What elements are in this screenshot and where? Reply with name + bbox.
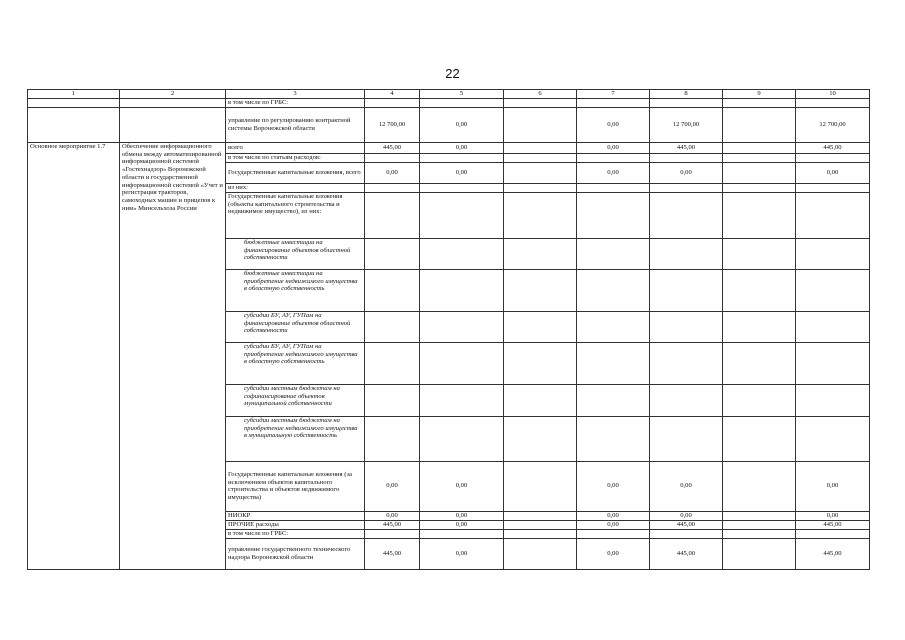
empty-cell [796, 416, 870, 461]
header-cell: 10 [796, 90, 870, 99]
value-cell: 445,00 [365, 520, 420, 529]
empty-cell [796, 342, 870, 384]
empty-cell [504, 461, 577, 511]
value-cell: 0,00 [420, 107, 504, 142]
empty-cell [723, 192, 796, 238]
value-cell: 0,00 [577, 538, 650, 569]
row-label: Государственные капитальные вложения, всего [226, 162, 365, 183]
empty-cell [577, 529, 650, 538]
empty-cell [577, 311, 650, 342]
empty-cell [723, 520, 796, 529]
empty-cell [650, 311, 723, 342]
value-cell: 0,00 [420, 461, 504, 511]
value-cell: 0,00 [796, 461, 870, 511]
empty-cell [796, 98, 870, 107]
header-cell: 3 [226, 90, 365, 99]
empty-cell [365, 529, 420, 538]
value-cell: 0,00 [420, 520, 504, 529]
empty-cell [723, 142, 796, 153]
empty-cell [577, 384, 650, 416]
header-cell: 4 [365, 90, 420, 99]
empty-cell [577, 269, 650, 311]
page-number: 22 [445, 66, 460, 81]
row-label: бюджетные инвестиции на финансирование объектов областной собственности [226, 238, 365, 269]
empty-cell [577, 153, 650, 162]
value-cell: 0,00 [577, 107, 650, 142]
measure-name-cell: Основное мероприятие 1.7 [28, 142, 120, 569]
empty-cell [577, 183, 650, 192]
empty-cell [504, 529, 577, 538]
value-cell: 0,00 [796, 162, 870, 183]
empty-cell [420, 342, 504, 384]
value-cell: 0,00 [420, 511, 504, 520]
row-label: субсидии БУ, АУ, ГУПам на финансирование объектов областной собственности [226, 311, 365, 342]
empty-cell [723, 384, 796, 416]
header-row [28, 90, 870, 99]
empty-cell [420, 311, 504, 342]
value-cell: 445,00 [796, 520, 870, 529]
empty-cell [504, 153, 577, 162]
empty-cell [420, 529, 504, 538]
empty-cell [796, 238, 870, 269]
empty-cell [28, 107, 120, 142]
row-label: управление государственного технического надзора Воронежской области [226, 538, 365, 569]
value-cell: 445,00 [650, 538, 723, 569]
value-cell: 445,00 [796, 142, 870, 153]
empty-cell [28, 98, 120, 107]
empty-cell [365, 192, 420, 238]
row-label: управление по регулированию контрактной системы Воронежской области [226, 107, 365, 142]
empty-cell [723, 416, 796, 461]
row-label: ПРОЧИЕ расходы [226, 520, 365, 529]
empty-cell [723, 461, 796, 511]
empty-cell [650, 384, 723, 416]
empty-cell [420, 384, 504, 416]
empty-cell [504, 269, 577, 311]
measure-description-cell: Обеспечение информационного обмена между автоматизированной информационной системой «Гостехнадзор» Воронежской области и государственной информационной системой «Учет и регистрация тракторов, самоходных машин и прицепов к ним» Минсельхоза России [120, 142, 226, 569]
value-cell: 0,00 [365, 461, 420, 511]
empty-cell [577, 342, 650, 384]
empty-cell [796, 269, 870, 311]
row-label: субсидии БУ, АУ, ГУПам на приобретение недвижимого имущества в областную собственность [226, 342, 365, 384]
empty-cell [796, 311, 870, 342]
row-label: субсидии местным бюджетам на софинансирование объектов муниципальной собственности [226, 384, 365, 416]
value-cell: 0,00 [365, 511, 420, 520]
empty-cell [504, 538, 577, 569]
value-cell: 445,00 [650, 142, 723, 153]
empty-cell [650, 153, 723, 162]
value-cell: 0,00 [577, 162, 650, 183]
empty-cell [504, 416, 577, 461]
value-cell: 0,00 [796, 511, 870, 520]
row-label: в том числе по ГРБС: [226, 529, 365, 538]
value-cell: 0,00 [420, 538, 504, 569]
value-cell: 0,00 [420, 142, 504, 153]
header-cell: 8 [650, 90, 723, 99]
row-label: бюджетные инвестиции на приобретение недвижимого имущества в областную собственность [226, 269, 365, 311]
row-label: субсидии местным бюджетам на приобретение недвижимого имущества в муниципальную собственность [226, 416, 365, 461]
empty-cell [420, 98, 504, 107]
empty-cell [365, 342, 420, 384]
row-label: всего [226, 142, 365, 153]
row-label: Государственные капитальные вложения (за исключением объектов капитального строительства и объектов недвижимого имущества) [226, 461, 365, 511]
empty-cell [420, 183, 504, 192]
empty-cell [723, 183, 796, 192]
empty-cell [420, 192, 504, 238]
empty-cell [504, 342, 577, 384]
empty-cell [650, 269, 723, 311]
empty-cell [577, 238, 650, 269]
table-row [28, 98, 870, 107]
empty-cell [723, 529, 796, 538]
empty-cell [796, 183, 870, 192]
empty-cell [120, 98, 226, 107]
value-cell: 12 700,00 [796, 107, 870, 142]
header-cell: 6 [504, 90, 577, 99]
empty-cell [650, 183, 723, 192]
row-label: из них: [226, 183, 365, 192]
value-cell: 0,00 [650, 461, 723, 511]
table-row [28, 107, 870, 142]
empty-cell [504, 511, 577, 520]
empty-cell [365, 153, 420, 162]
empty-cell [650, 238, 723, 269]
value-cell: 0,00 [420, 162, 504, 183]
value-cell: 0,00 [650, 511, 723, 520]
empty-cell [504, 183, 577, 192]
empty-cell [420, 269, 504, 311]
empty-cell [504, 192, 577, 238]
value-cell: 0,00 [577, 461, 650, 511]
empty-cell [365, 384, 420, 416]
value-cell: 12 700,00 [650, 107, 723, 142]
empty-cell [723, 153, 796, 162]
empty-cell [365, 238, 420, 269]
value-cell: 0,00 [577, 511, 650, 520]
empty-cell [723, 511, 796, 520]
value-cell: 0,00 [577, 142, 650, 153]
value-cell: 12 700,00 [365, 107, 420, 142]
empty-cell [365, 98, 420, 107]
empty-cell [723, 162, 796, 183]
empty-cell [796, 153, 870, 162]
empty-cell [577, 416, 650, 461]
header-cell: 9 [723, 90, 796, 99]
empty-cell [365, 269, 420, 311]
header-cell: 7 [577, 90, 650, 99]
empty-cell [420, 153, 504, 162]
budget-table [27, 89, 870, 570]
empty-cell [365, 311, 420, 342]
empty-cell [577, 192, 650, 238]
empty-cell [723, 238, 796, 269]
empty-cell [504, 142, 577, 153]
empty-cell [723, 269, 796, 311]
empty-cell [796, 384, 870, 416]
empty-cell [650, 192, 723, 238]
empty-cell [577, 98, 650, 107]
empty-cell [504, 384, 577, 416]
empty-cell [723, 311, 796, 342]
row-label: Государственные капитальные вложения (объекты капитального строительства и недвижимое имущество), из них: [226, 192, 365, 238]
empty-cell [504, 98, 577, 107]
empty-cell [504, 238, 577, 269]
empty-cell [504, 162, 577, 183]
row-label: НИОКР [226, 511, 365, 520]
table-row [28, 142, 870, 153]
value-cell: 445,00 [365, 538, 420, 569]
empty-cell [420, 416, 504, 461]
empty-cell [504, 107, 577, 142]
empty-cell [650, 529, 723, 538]
empty-cell [723, 107, 796, 142]
header-cell: 1 [28, 90, 120, 99]
empty-cell [723, 538, 796, 569]
header-cell: 5 [420, 90, 504, 99]
value-cell: 445,00 [796, 538, 870, 569]
value-cell: 445,00 [365, 142, 420, 153]
empty-cell [365, 183, 420, 192]
empty-cell [723, 342, 796, 384]
row-label: в том числе по статьям расходов: [226, 153, 365, 162]
empty-cell [504, 311, 577, 342]
empty-cell [650, 98, 723, 107]
value-cell: 445,00 [650, 520, 723, 529]
row-label: в том числе по ГРБС: [226, 98, 365, 107]
empty-cell [365, 416, 420, 461]
empty-cell [120, 107, 226, 142]
value-cell: 0,00 [577, 520, 650, 529]
header-cell: 2 [120, 90, 226, 99]
value-cell: 0,00 [365, 162, 420, 183]
value-cell: 0,00 [650, 162, 723, 183]
empty-cell [796, 529, 870, 538]
empty-cell [650, 342, 723, 384]
empty-cell [650, 416, 723, 461]
empty-cell [420, 238, 504, 269]
empty-cell [796, 192, 870, 238]
empty-cell [723, 98, 796, 107]
empty-cell [504, 520, 577, 529]
